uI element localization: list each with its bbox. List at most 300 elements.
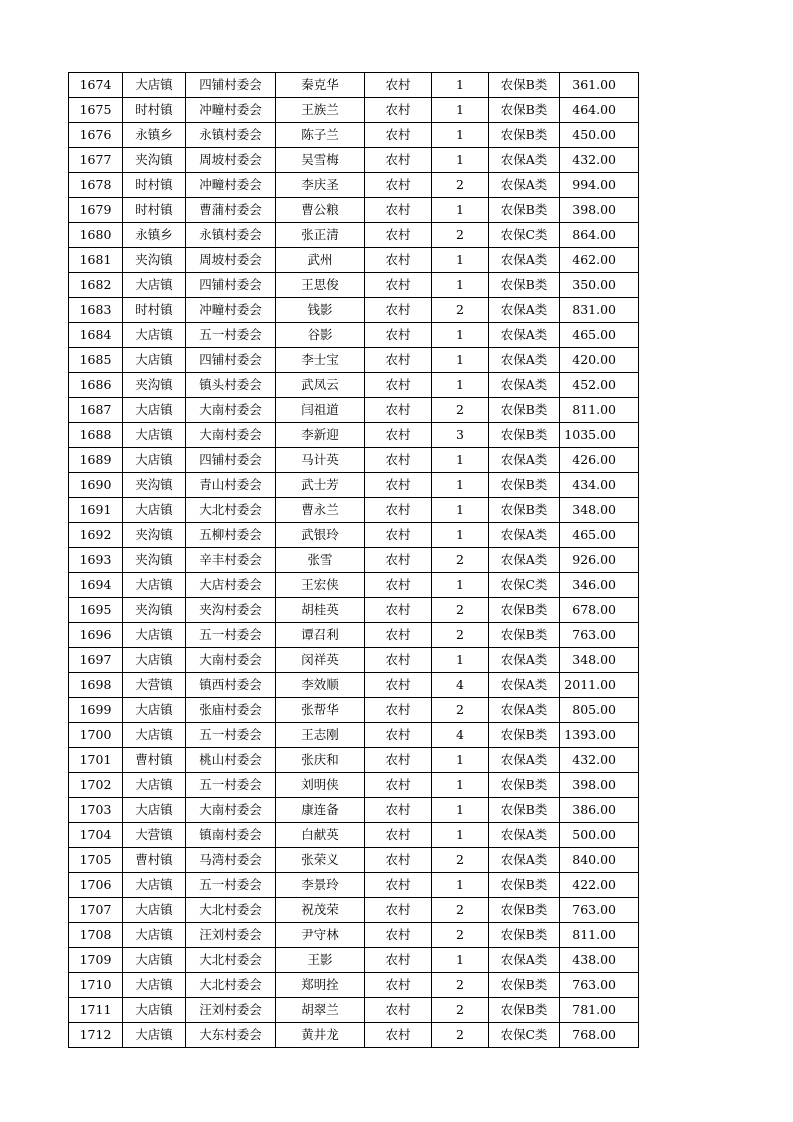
household-count-cell: 2 xyxy=(432,548,489,573)
name-cell: 李景玲 xyxy=(276,873,365,898)
village-committee-cell: 桃山村委会 xyxy=(186,748,276,773)
table-row xyxy=(69,148,639,173)
amount-cell: 500.00 xyxy=(560,823,639,848)
name-cell: 谭召利 xyxy=(276,623,365,648)
town-cell: 大店镇 xyxy=(123,998,186,1023)
row-number-cell: 1710 xyxy=(69,973,123,998)
town-cell: 大店镇 xyxy=(123,348,186,373)
row-number-cell: 1685 xyxy=(69,348,123,373)
village-committee-cell: 周坡村委会 xyxy=(186,248,276,273)
village-committee-cell: 汪刘村委会 xyxy=(186,923,276,948)
name-cell: 郑明拴 xyxy=(276,973,365,998)
area-type-cell: 农村 xyxy=(365,223,432,248)
name-cell: 闫祖道 xyxy=(276,398,365,423)
area-type-cell: 农村 xyxy=(365,873,432,898)
town-cell: 大店镇 xyxy=(123,723,186,748)
town-cell: 大店镇 xyxy=(123,773,186,798)
name-cell: 康连备 xyxy=(276,798,365,823)
household-count-cell: 4 xyxy=(432,673,489,698)
table-row xyxy=(69,823,639,848)
row-number-cell: 1709 xyxy=(69,948,123,973)
area-type-cell: 农村 xyxy=(365,173,432,198)
village-committee-cell: 四铺村委会 xyxy=(186,73,276,98)
household-count-cell: 1 xyxy=(432,648,489,673)
name-cell: 尹守林 xyxy=(276,923,365,948)
amount-cell: 926.00 xyxy=(560,548,639,573)
area-type-cell: 农村 xyxy=(365,373,432,398)
name-cell: 王宏侠 xyxy=(276,573,365,598)
household-count-cell: 1 xyxy=(432,473,489,498)
name-cell: 王志刚 xyxy=(276,723,365,748)
row-number-cell: 1692 xyxy=(69,523,123,548)
row-number-cell: 1680 xyxy=(69,223,123,248)
amount-cell: 1393.00 xyxy=(560,723,639,748)
town-cell: 时村镇 xyxy=(123,298,186,323)
table-row xyxy=(69,748,639,773)
village-committee-cell: 五柳村委会 xyxy=(186,523,276,548)
town-cell: 大营镇 xyxy=(123,823,186,848)
name-cell: 武士芳 xyxy=(276,473,365,498)
row-number-cell: 1674 xyxy=(69,73,123,98)
area-type-cell: 农村 xyxy=(365,673,432,698)
table-row xyxy=(69,423,639,448)
row-number-cell: 1684 xyxy=(69,323,123,348)
area-type-cell: 农村 xyxy=(365,423,432,448)
village-committee-cell: 大北村委会 xyxy=(186,973,276,998)
row-number-cell: 1678 xyxy=(69,173,123,198)
area-type-cell: 农村 xyxy=(365,773,432,798)
table-row xyxy=(69,398,639,423)
insurance-category-cell: 农保A类 xyxy=(489,823,560,848)
insurance-category-cell: 农保B类 xyxy=(489,73,560,98)
insurance-category-cell: 农保A类 xyxy=(489,148,560,173)
name-cell: 黄井龙 xyxy=(276,1023,365,1048)
insurance-category-cell: 农保A类 xyxy=(489,648,560,673)
village-committee-cell: 大店村委会 xyxy=(186,573,276,598)
name-cell: 武凤云 xyxy=(276,373,365,398)
amount-cell: 805.00 xyxy=(560,698,639,723)
area-type-cell: 农村 xyxy=(365,548,432,573)
town-cell: 大店镇 xyxy=(123,948,186,973)
village-committee-cell: 五一村委会 xyxy=(186,623,276,648)
area-type-cell: 农村 xyxy=(365,523,432,548)
town-cell: 时村镇 xyxy=(123,198,186,223)
table-row xyxy=(69,1023,639,1048)
table-row xyxy=(69,248,639,273)
name-cell: 胡翠兰 xyxy=(276,998,365,1023)
amount-cell: 763.00 xyxy=(560,898,639,923)
household-count-cell: 2 xyxy=(432,398,489,423)
village-committee-cell: 永镇村委会 xyxy=(186,123,276,148)
area-type-cell: 农村 xyxy=(365,798,432,823)
town-cell: 大店镇 xyxy=(123,873,186,898)
household-count-cell: 2 xyxy=(432,923,489,948)
insurance-category-cell: 农保B类 xyxy=(489,273,560,298)
area-type-cell: 农村 xyxy=(365,98,432,123)
area-type-cell: 农村 xyxy=(365,73,432,98)
household-count-cell: 1 xyxy=(432,373,489,398)
insurance-category-cell: 农保A类 xyxy=(489,548,560,573)
table-row xyxy=(69,273,639,298)
name-cell: 李效顺 xyxy=(276,673,365,698)
table-row xyxy=(69,73,639,98)
table-row xyxy=(69,323,639,348)
insurance-category-cell: 农保A类 xyxy=(489,948,560,973)
row-number-cell: 1712 xyxy=(69,1023,123,1048)
village-committee-cell: 四铺村委会 xyxy=(186,348,276,373)
household-count-cell: 1 xyxy=(432,948,489,973)
household-count-cell: 2 xyxy=(432,1023,489,1048)
town-cell: 曹村镇 xyxy=(123,748,186,773)
amount-cell: 465.00 xyxy=(560,323,639,348)
table-row xyxy=(69,998,639,1023)
town-cell: 大店镇 xyxy=(123,448,186,473)
household-count-cell: 1 xyxy=(432,873,489,898)
town-cell: 大店镇 xyxy=(123,798,186,823)
area-type-cell: 农村 xyxy=(365,198,432,223)
table-body xyxy=(69,73,639,1048)
town-cell: 大店镇 xyxy=(123,398,186,423)
name-cell: 刘明侠 xyxy=(276,773,365,798)
household-count-cell: 1 xyxy=(432,348,489,373)
village-committee-cell: 大南村委会 xyxy=(186,398,276,423)
village-committee-cell: 大南村委会 xyxy=(186,648,276,673)
village-committee-cell: 大南村委会 xyxy=(186,798,276,823)
area-type-cell: 农村 xyxy=(365,573,432,598)
row-number-cell: 1693 xyxy=(69,548,123,573)
household-count-cell: 2 xyxy=(432,623,489,648)
area-type-cell: 农村 xyxy=(365,848,432,873)
area-type-cell: 农村 xyxy=(365,273,432,298)
name-cell: 闵祥英 xyxy=(276,648,365,673)
row-number-cell: 1702 xyxy=(69,773,123,798)
town-cell: 永镇乡 xyxy=(123,223,186,248)
town-cell: 夹沟镇 xyxy=(123,548,186,573)
area-type-cell: 农村 xyxy=(365,248,432,273)
town-cell: 大店镇 xyxy=(123,323,186,348)
amount-cell: 438.00 xyxy=(560,948,639,973)
table-row xyxy=(69,973,639,998)
area-type-cell: 农村 xyxy=(365,598,432,623)
table-row xyxy=(69,173,639,198)
town-cell: 夹沟镇 xyxy=(123,373,186,398)
town-cell: 大店镇 xyxy=(123,73,186,98)
town-cell: 大店镇 xyxy=(123,498,186,523)
amount-cell: 1035.00 xyxy=(560,423,639,448)
amount-cell: 346.00 xyxy=(560,573,639,598)
row-number-cell: 1700 xyxy=(69,723,123,748)
household-count-cell: 2 xyxy=(432,998,489,1023)
household-count-cell: 2 xyxy=(432,173,489,198)
insurance-category-cell: 农保A类 xyxy=(489,348,560,373)
village-committee-cell: 曹蒲村委会 xyxy=(186,198,276,223)
village-committee-cell: 镇南村委会 xyxy=(186,823,276,848)
amount-cell: 422.00 xyxy=(560,873,639,898)
table-row xyxy=(69,223,639,248)
table-row xyxy=(69,123,639,148)
village-committee-cell: 冲疃村委会 xyxy=(186,173,276,198)
area-type-cell: 农村 xyxy=(365,148,432,173)
insurance-category-cell: 农保A类 xyxy=(489,523,560,548)
amount-cell: 348.00 xyxy=(560,648,639,673)
name-cell: 王影 xyxy=(276,948,365,973)
amount-cell: 465.00 xyxy=(560,523,639,548)
household-count-cell: 2 xyxy=(432,298,489,323)
amount-cell: 348.00 xyxy=(560,498,639,523)
area-type-cell: 农村 xyxy=(365,498,432,523)
town-cell: 大店镇 xyxy=(123,573,186,598)
name-cell: 张正清 xyxy=(276,223,365,248)
insurance-category-cell: 农保B类 xyxy=(489,98,560,123)
name-cell: 李新迎 xyxy=(276,423,365,448)
area-type-cell: 农村 xyxy=(365,973,432,998)
area-type-cell: 农村 xyxy=(365,648,432,673)
table-row xyxy=(69,298,639,323)
town-cell: 大店镇 xyxy=(123,1023,186,1048)
insurance-category-cell: 农保A类 xyxy=(489,323,560,348)
amount-cell: 864.00 xyxy=(560,223,639,248)
table-row xyxy=(69,623,639,648)
village-committee-cell: 五一村委会 xyxy=(186,773,276,798)
village-committee-cell: 周坡村委会 xyxy=(186,148,276,173)
insurance-category-cell: 农保A类 xyxy=(489,298,560,323)
name-cell: 武州 xyxy=(276,248,365,273)
area-type-cell: 农村 xyxy=(365,723,432,748)
row-number-cell: 1691 xyxy=(69,498,123,523)
town-cell: 大店镇 xyxy=(123,423,186,448)
insurance-category-cell: 农保B类 xyxy=(489,123,560,148)
amount-cell: 426.00 xyxy=(560,448,639,473)
town-cell: 永镇乡 xyxy=(123,123,186,148)
insurance-category-cell: 农保B类 xyxy=(489,623,560,648)
table-row xyxy=(69,473,639,498)
area-type-cell: 农村 xyxy=(365,323,432,348)
row-number-cell: 1686 xyxy=(69,373,123,398)
amount-cell: 450.00 xyxy=(560,123,639,148)
table-row xyxy=(69,948,639,973)
name-cell: 张庆和 xyxy=(276,748,365,773)
table-row xyxy=(69,198,639,223)
insurance-category-cell: 农保B类 xyxy=(489,723,560,748)
amount-cell: 434.00 xyxy=(560,473,639,498)
household-count-cell: 1 xyxy=(432,498,489,523)
village-committee-cell: 四铺村委会 xyxy=(186,448,276,473)
insurance-category-cell: 农保B类 xyxy=(489,923,560,948)
insurance-category-cell: 农保B类 xyxy=(489,498,560,523)
amount-cell: 398.00 xyxy=(560,198,639,223)
village-committee-cell: 张庙村委会 xyxy=(186,698,276,723)
table-row xyxy=(69,648,639,673)
household-count-cell: 1 xyxy=(432,448,489,473)
amount-cell: 768.00 xyxy=(560,1023,639,1048)
table-row xyxy=(69,848,639,873)
insurance-category-cell: 农保B类 xyxy=(489,773,560,798)
household-count-cell: 2 xyxy=(432,698,489,723)
area-type-cell: 农村 xyxy=(365,398,432,423)
name-cell: 张帮华 xyxy=(276,698,365,723)
town-cell: 夹沟镇 xyxy=(123,473,186,498)
village-committee-cell: 辛丰村委会 xyxy=(186,548,276,573)
row-number-cell: 1679 xyxy=(69,198,123,223)
village-committee-cell: 镇西村委会 xyxy=(186,673,276,698)
village-committee-cell: 大北村委会 xyxy=(186,898,276,923)
household-count-cell: 1 xyxy=(432,323,489,348)
table-row xyxy=(69,598,639,623)
data-table xyxy=(68,72,639,1048)
area-type-cell: 农村 xyxy=(365,698,432,723)
amount-cell: 452.00 xyxy=(560,373,639,398)
amount-cell: 840.00 xyxy=(560,848,639,873)
town-cell: 大店镇 xyxy=(123,973,186,998)
row-number-cell: 1682 xyxy=(69,273,123,298)
table-row xyxy=(69,448,639,473)
village-committee-cell: 青山村委会 xyxy=(186,473,276,498)
name-cell: 曹公粮 xyxy=(276,198,365,223)
insurance-category-cell: 农保A类 xyxy=(489,448,560,473)
village-committee-cell: 大东村委会 xyxy=(186,1023,276,1048)
area-type-cell: 农村 xyxy=(365,748,432,773)
name-cell: 王族兰 xyxy=(276,98,365,123)
area-type-cell: 农村 xyxy=(365,473,432,498)
insurance-category-cell: 农保A类 xyxy=(489,698,560,723)
household-count-cell: 2 xyxy=(432,898,489,923)
household-count-cell: 1 xyxy=(432,523,489,548)
household-count-cell: 2 xyxy=(432,223,489,248)
table-row xyxy=(69,523,639,548)
amount-cell: 386.00 xyxy=(560,798,639,823)
table-row xyxy=(69,798,639,823)
name-cell: 陈子兰 xyxy=(276,123,365,148)
insurance-category-cell: 农保A类 xyxy=(489,848,560,873)
table-row xyxy=(69,873,639,898)
town-cell: 夹沟镇 xyxy=(123,148,186,173)
town-cell: 大店镇 xyxy=(123,623,186,648)
area-type-cell: 农村 xyxy=(365,298,432,323)
household-count-cell: 3 xyxy=(432,423,489,448)
household-count-cell: 1 xyxy=(432,123,489,148)
household-count-cell: 2 xyxy=(432,848,489,873)
village-committee-cell: 冲疃村委会 xyxy=(186,298,276,323)
row-number-cell: 1699 xyxy=(69,698,123,723)
table-row xyxy=(69,98,639,123)
village-committee-cell: 五一村委会 xyxy=(186,323,276,348)
amount-cell: 420.00 xyxy=(560,348,639,373)
row-number-cell: 1696 xyxy=(69,623,123,648)
insurance-category-cell: 农保A类 xyxy=(489,373,560,398)
household-count-cell: 1 xyxy=(432,273,489,298)
insurance-category-cell: 农保B类 xyxy=(489,398,560,423)
amount-cell: 432.00 xyxy=(560,148,639,173)
row-number-cell: 1705 xyxy=(69,848,123,873)
name-cell: 谷影 xyxy=(276,323,365,348)
area-type-cell: 农村 xyxy=(365,1023,432,1048)
village-committee-cell: 镇头村委会 xyxy=(186,373,276,398)
name-cell: 曹永兰 xyxy=(276,498,365,523)
row-number-cell: 1708 xyxy=(69,923,123,948)
amount-cell: 811.00 xyxy=(560,923,639,948)
village-committee-cell: 永镇村委会 xyxy=(186,223,276,248)
row-number-cell: 1701 xyxy=(69,748,123,773)
amount-cell: 763.00 xyxy=(560,623,639,648)
town-cell: 大店镇 xyxy=(123,273,186,298)
household-count-cell: 1 xyxy=(432,248,489,273)
insurance-category-cell: 农保B类 xyxy=(489,998,560,1023)
household-count-cell: 4 xyxy=(432,723,489,748)
insurance-category-cell: 农保B类 xyxy=(489,598,560,623)
name-cell: 吴雪梅 xyxy=(276,148,365,173)
town-cell: 时村镇 xyxy=(123,173,186,198)
area-type-cell: 农村 xyxy=(365,823,432,848)
town-cell: 夹沟镇 xyxy=(123,523,186,548)
insurance-category-cell: 农保C类 xyxy=(489,1023,560,1048)
table-row xyxy=(69,923,639,948)
area-type-cell: 农村 xyxy=(365,123,432,148)
table-row xyxy=(69,898,639,923)
insurance-category-cell: 农保B类 xyxy=(489,198,560,223)
insurance-category-cell: 农保B类 xyxy=(489,973,560,998)
name-cell: 张雪 xyxy=(276,548,365,573)
row-number-cell: 1704 xyxy=(69,823,123,848)
name-cell: 秦克华 xyxy=(276,73,365,98)
insurance-category-cell: 农保B类 xyxy=(489,423,560,448)
household-count-cell: 1 xyxy=(432,148,489,173)
amount-cell: 432.00 xyxy=(560,748,639,773)
insurance-category-cell: 农保B类 xyxy=(489,898,560,923)
household-count-cell: 1 xyxy=(432,573,489,598)
insurance-category-cell: 农保C类 xyxy=(489,223,560,248)
row-number-cell: 1677 xyxy=(69,148,123,173)
row-number-cell: 1676 xyxy=(69,123,123,148)
amount-cell: 464.00 xyxy=(560,98,639,123)
name-cell: 张荣义 xyxy=(276,848,365,873)
row-number-cell: 1675 xyxy=(69,98,123,123)
village-committee-cell: 大北村委会 xyxy=(186,948,276,973)
row-number-cell: 1694 xyxy=(69,573,123,598)
area-type-cell: 农村 xyxy=(365,898,432,923)
household-count-cell: 1 xyxy=(432,98,489,123)
table-row xyxy=(69,698,639,723)
village-committee-cell: 冲疃村委会 xyxy=(186,98,276,123)
household-count-cell: 1 xyxy=(432,748,489,773)
household-count-cell: 1 xyxy=(432,773,489,798)
village-committee-cell: 夹沟村委会 xyxy=(186,598,276,623)
table-row xyxy=(69,498,639,523)
town-cell: 大店镇 xyxy=(123,923,186,948)
household-count-cell: 1 xyxy=(432,823,489,848)
table-row xyxy=(69,723,639,748)
village-committee-cell: 马湾村委会 xyxy=(186,848,276,873)
row-number-cell: 1711 xyxy=(69,998,123,1023)
insurance-category-cell: 农保A类 xyxy=(489,173,560,198)
table-row xyxy=(69,773,639,798)
row-number-cell: 1698 xyxy=(69,673,123,698)
row-number-cell: 1707 xyxy=(69,898,123,923)
table-row xyxy=(69,548,639,573)
row-number-cell: 1688 xyxy=(69,423,123,448)
row-number-cell: 1681 xyxy=(69,248,123,273)
row-number-cell: 1697 xyxy=(69,648,123,673)
table-row xyxy=(69,573,639,598)
amount-cell: 462.00 xyxy=(560,248,639,273)
town-cell: 大店镇 xyxy=(123,698,186,723)
household-count-cell: 1 xyxy=(432,73,489,98)
row-number-cell: 1703 xyxy=(69,798,123,823)
amount-cell: 781.00 xyxy=(560,998,639,1023)
name-cell: 白献英 xyxy=(276,823,365,848)
area-type-cell: 农村 xyxy=(365,448,432,473)
household-count-cell: 2 xyxy=(432,598,489,623)
village-committee-cell: 四铺村委会 xyxy=(186,273,276,298)
